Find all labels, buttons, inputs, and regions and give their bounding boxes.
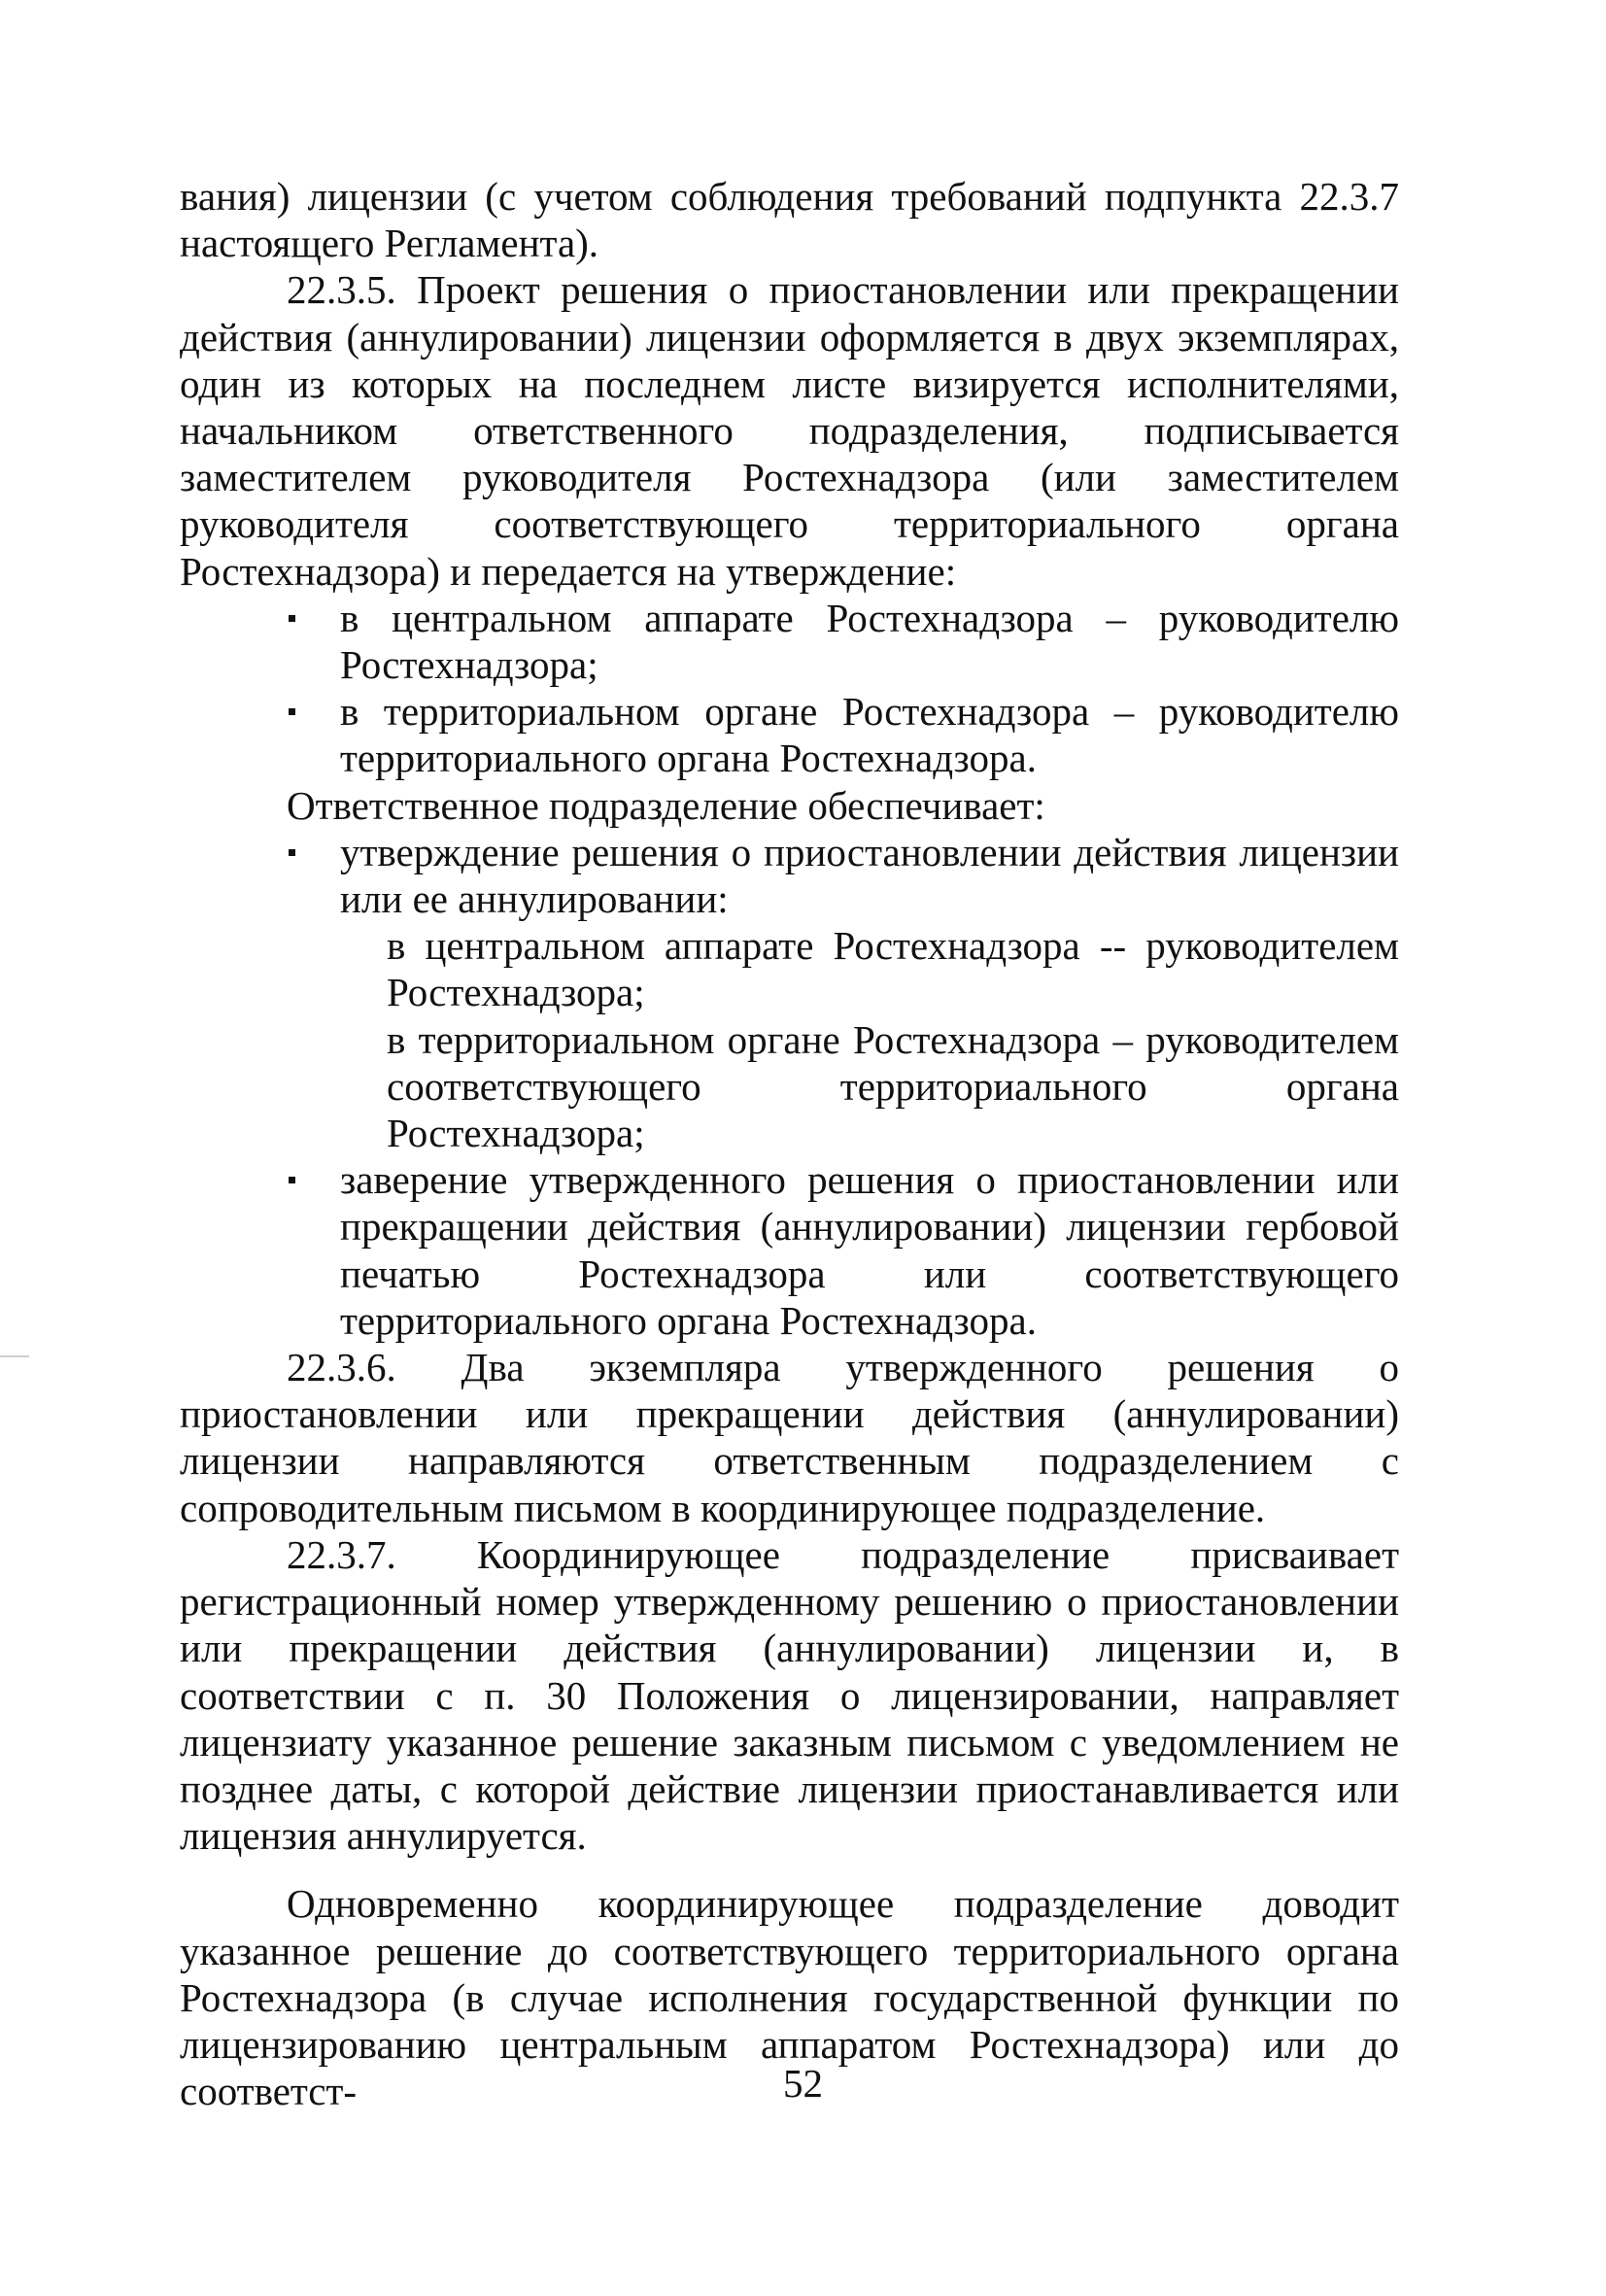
- paragraph-22-3-6: 22.3.6. Два экземпляра утвержденного решения о приостановлении или прекращении действия (аннулировании) лицензии направляются ответственным подразделением с сопроводительным письмом в координирующее подразделение.: [180, 1345, 1399, 1530]
- bullet-text: заверение утвержденного решения о приостановлении или прекращении действия (аннулировании) лицензии гербовой печатью Ростехнадзора или соответствующего территориального органа Ростехнадзора.: [340, 1157, 1399, 1343]
- bullet-item-central-office: [180, 595, 1399, 688]
- paragraph-simultaneous-notice: Одновременно координирующее подразделение доводит указанное решение до соответствующего территориального органа Ростехнадзора (в случае исполнения государственной функции по лицензированию центральным аппаратом Ростехнадзора) или до соответст-: [180, 1881, 1399, 2114]
- bullet-item-territorial-body: [180, 688, 1399, 781]
- responsible-unit-intro: Ответственное подразделение обеспечивает:: [287, 782, 1045, 828]
- bullet-text: в центральном аппарате Ростехнадзора – руководителю Ростехнадзора;: [340, 595, 1399, 688]
- bullet-item-certify-seal: [180, 1156, 1399, 1344]
- bullet-item-approve-decision: [180, 829, 1399, 922]
- paragraph-continuation: вания) лицензии (с учетом соблюдения требований подпункта 22.3.7 настоящего Регламента).: [180, 174, 1399, 266]
- square-bullet-icon: [289, 849, 295, 856]
- page-number: 52: [783, 2061, 823, 2106]
- page-body: [180, 173, 1399, 2114]
- bullet-text: утверждение решения о приостановлении действия лицензии или ее аннулировании:: [340, 829, 1399, 922]
- scan-artifact: [0, 1355, 29, 1357]
- square-bullet-icon: [289, 615, 295, 622]
- bullet-text: в территориальном органе Ростехнадзора – руководителю территориального органа Ростехнадзора.: [340, 689, 1399, 781]
- paragraph-22-3-7: 22.3.7. Координирующее подразделение присваивает регистрационный номер утвержденному решению о приостановлении или прекращении действия (аннулировании) лицензии и, в соответствии с п. 30 Положения о лицензировании, направляет лицензиату указанное решение заказным письмом с уведомлением не позднее даты, с которой действие лицензии приостанавливается или лицензия аннулируется.: [180, 1531, 1399, 1859]
- square-bullet-icon: [289, 708, 295, 715]
- square-bullet-icon: [289, 1177, 295, 1183]
- sub-item-central-office: в центральном аппарате Ростехнадзора -- руководителем Ростехнадзора;: [387, 923, 1399, 1015]
- paragraph-22-3-5: 22.3.5. Проект решения о приостановлении или прекращении действия (аннулировании) лицензии оформляется в двух экземплярах, один из которых на последнем листе визируется исполнителями, начальником ответственного подразделения, подписывается заместителем руководителя Ростехнадзора (или заместителем руководителя соответствующего территориального органа Ростехнадзора) и передается на утверждение:: [180, 267, 1399, 594]
- sub-item-territorial-body: в территориальном органе Ростехнадзора – руководителем соответствующего территориального органа Ростехнадзора;: [387, 1016, 1399, 1156]
